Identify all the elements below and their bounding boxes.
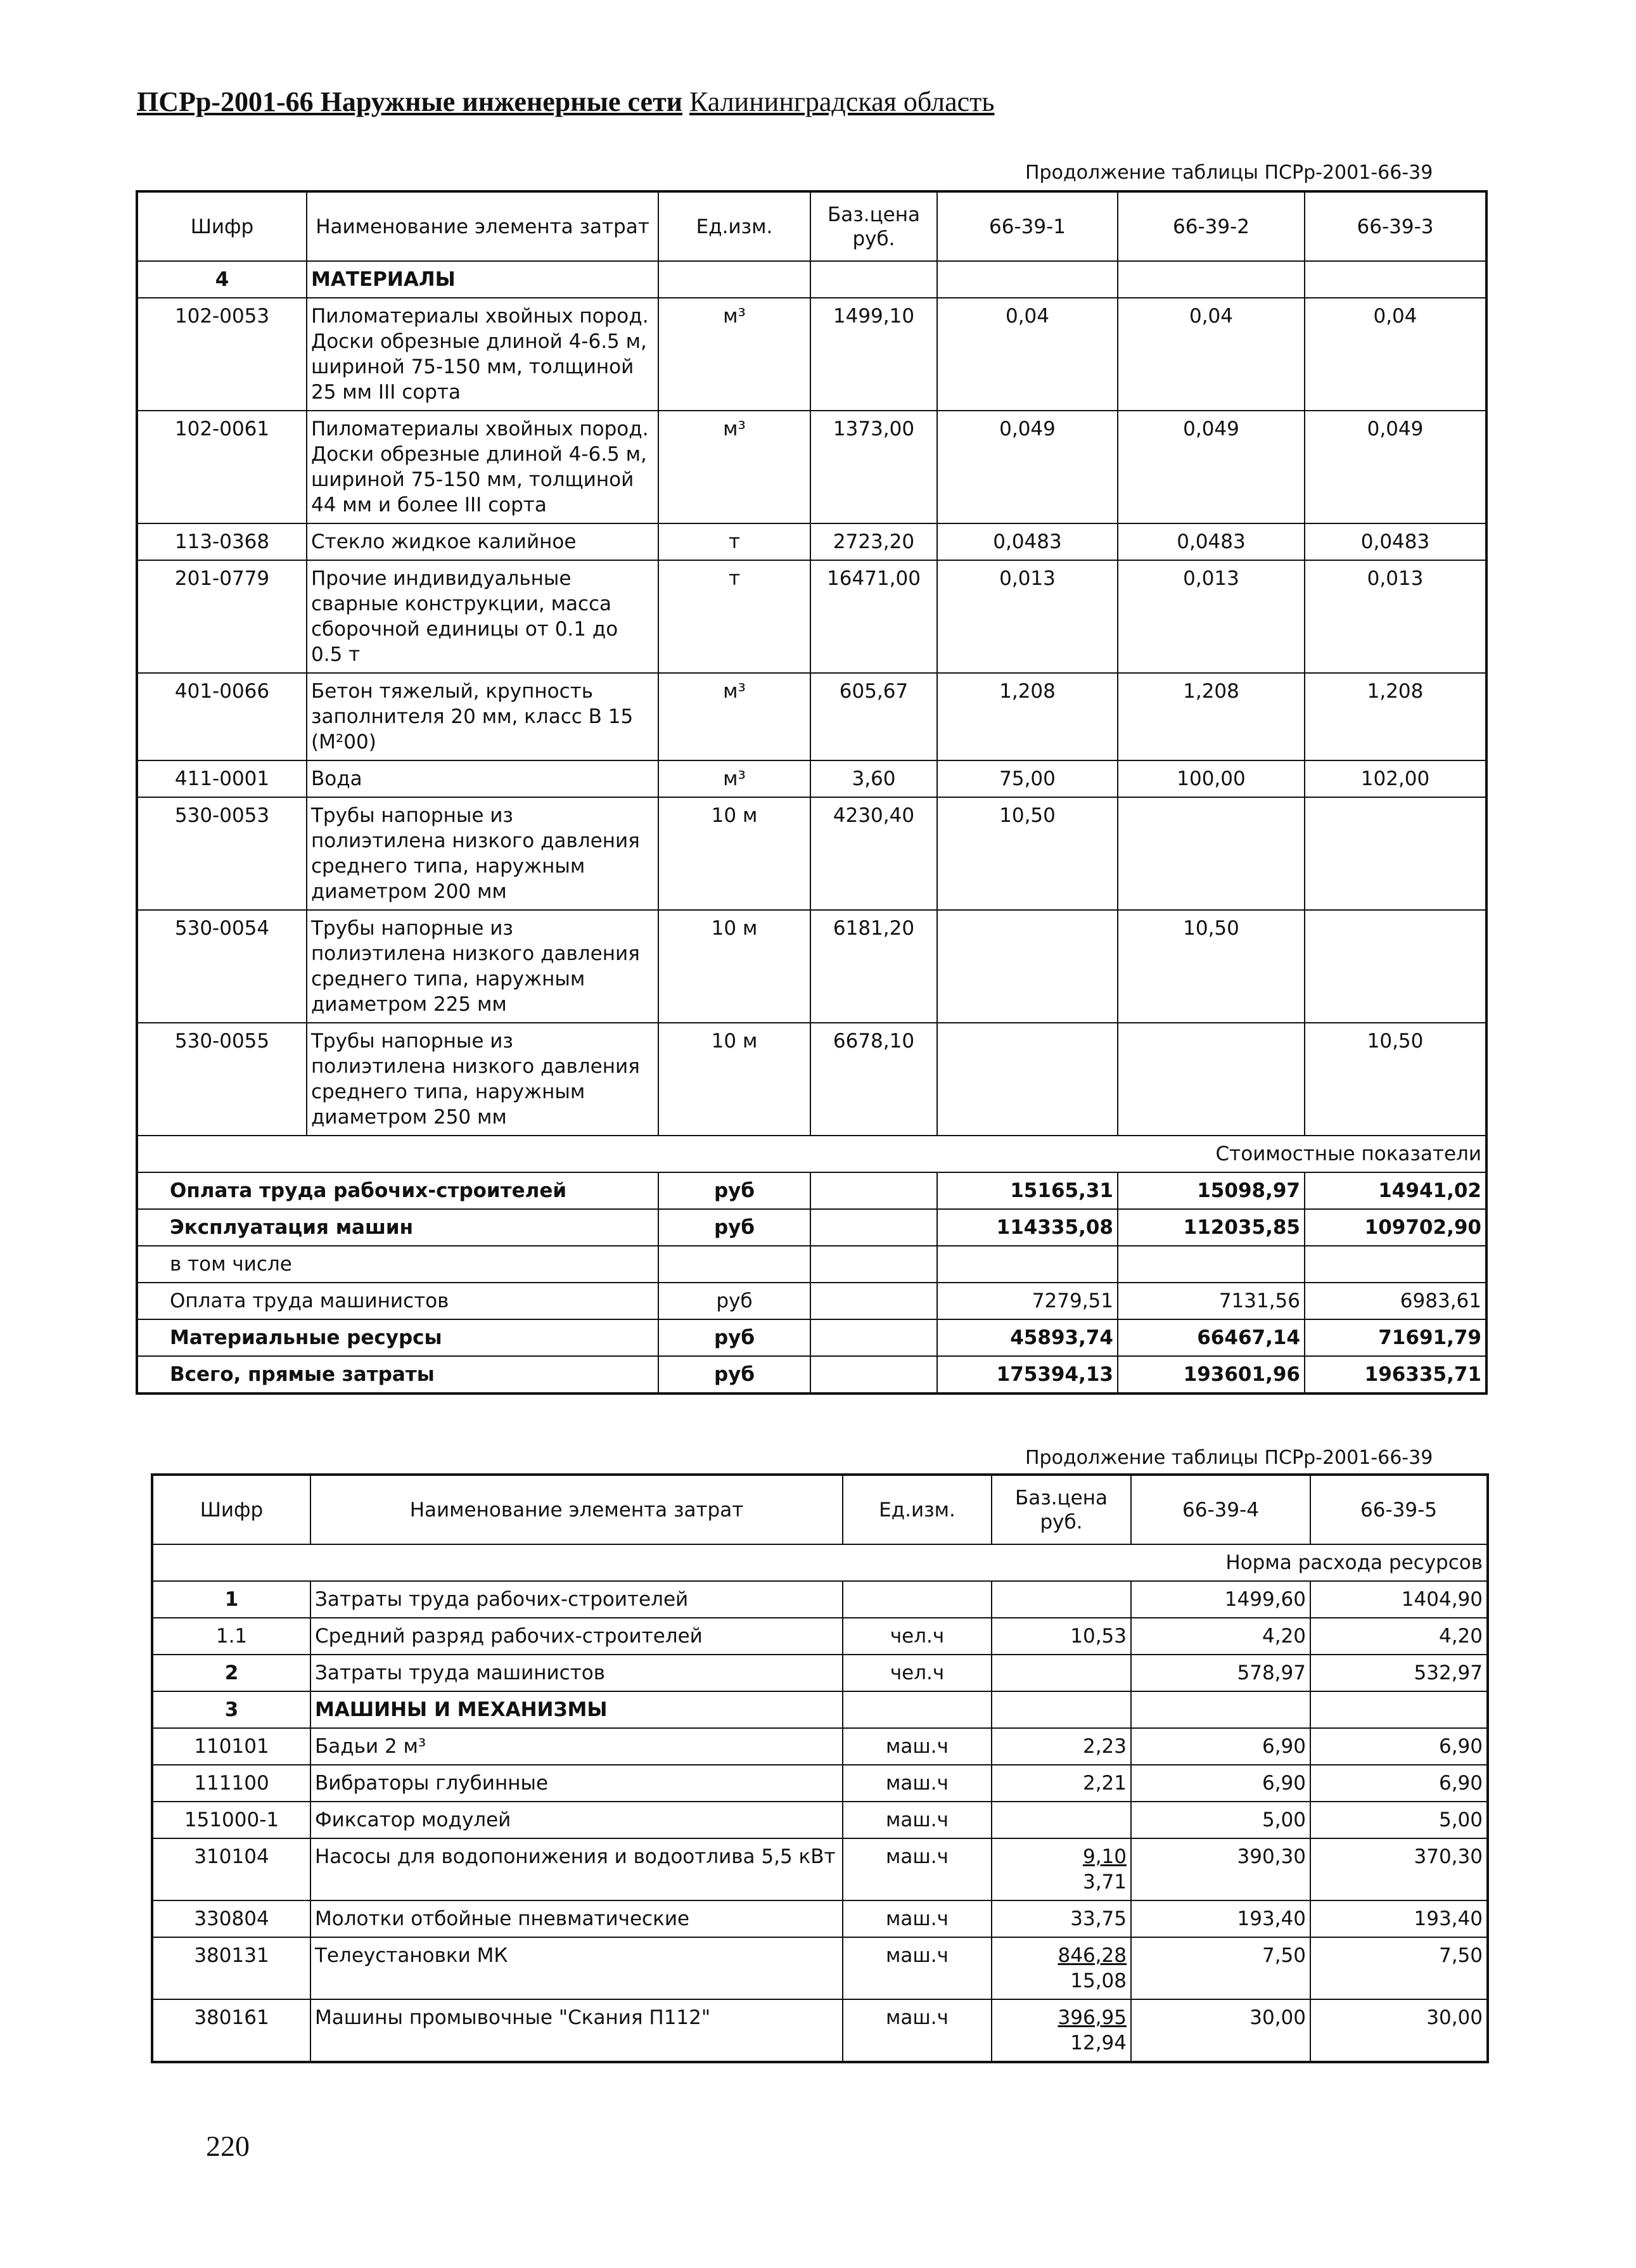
table-row xyxy=(137,760,1486,797)
row-value-66-39-4: 5,00 xyxy=(1131,1802,1310,1838)
row-price-secondary: 15,08 xyxy=(1070,1970,1127,1992)
row-name: Прочие индивидуальные сварные конструкции, масса сборочной единицы от 0.1 до 0.5 т xyxy=(307,560,658,673)
table-row xyxy=(137,1023,1486,1136)
summary-value-66-39-2: 193601,96 xyxy=(1118,1356,1305,1393)
row-value-66-39-3: 0,049 xyxy=(1305,411,1486,523)
row-name: Вода xyxy=(307,760,658,797)
col2-header-66-39-4: 66-39-4 xyxy=(1131,1475,1310,1544)
row-unit: маш.ч xyxy=(843,1728,992,1765)
row-price: 2723,20 xyxy=(810,523,937,560)
row-value-66-39-1: 0,049 xyxy=(937,411,1118,523)
row-code: 113-0368 xyxy=(137,523,307,560)
row-price: 16471,00 xyxy=(810,560,937,673)
row-price: 605,67 xyxy=(810,673,937,760)
row-name: Затраты труда машинистов xyxy=(310,1655,843,1691)
row-value-66-39-1: 1,208 xyxy=(937,673,1118,760)
row-value-66-39-4: 6,90 xyxy=(1131,1728,1310,1765)
row-unit: чел.ч xyxy=(843,1655,992,1691)
row-unit: маш.ч xyxy=(843,1802,992,1838)
row-value-66-39-2: 0,0483 xyxy=(1118,523,1305,560)
row-code: 151000-1 xyxy=(152,1802,310,1838)
row-price-value: 9,10 xyxy=(1082,1845,1127,1868)
table-row xyxy=(137,673,1486,760)
row-value-66-39-4: 7,50 xyxy=(1131,1937,1310,1999)
row-code: 380161 xyxy=(152,1999,310,2062)
summary-value-66-39-3 xyxy=(1305,1246,1486,1283)
table-row xyxy=(137,298,1486,411)
row-code: 201-0779 xyxy=(137,560,307,673)
section-empty xyxy=(992,1691,1131,1728)
table-row xyxy=(152,1581,1488,1618)
row-code: 102-0053 xyxy=(137,298,307,411)
row-value-66-39-3: 1,208 xyxy=(1305,673,1486,760)
row-name: Насосы для водопонижения и водоотлива 5,5 кВт xyxy=(310,1838,843,1900)
row-price xyxy=(992,1838,1131,1900)
row-value-66-39-2: 0,013 xyxy=(1118,560,1305,673)
row-name: Пиломатериалы хвойных пород. Доски обрезные длиной 4-6.5 м, шириной 75-150 мм, толщиной 44 мм и более III сорта xyxy=(307,411,658,523)
table-row xyxy=(152,1655,1488,1691)
row-value-66-39-1 xyxy=(937,1023,1118,1136)
summary-unit: руб xyxy=(658,1319,810,1356)
summary-value-66-39-1: 15165,31 xyxy=(937,1172,1118,1209)
summary-value-66-39-3: 6983,61 xyxy=(1305,1283,1486,1319)
section-name: МАШИНЫ И МЕХАНИЗМЫ xyxy=(310,1691,843,1728)
row-unit: м³ xyxy=(658,760,810,797)
row-code: 1 xyxy=(152,1581,310,1618)
header-doc-code: ПСРр-2001-66 Наружные инженерные сети xyxy=(137,86,683,117)
row-code: 102-0061 xyxy=(137,411,307,523)
summary-unit: руб xyxy=(658,1356,810,1393)
row-value-66-39-3: 0,04 xyxy=(1305,298,1486,411)
row-value-66-39-1: 75,00 xyxy=(937,760,1118,797)
row-unit: м³ xyxy=(658,298,810,411)
materials-table xyxy=(136,190,1488,1395)
row-price-value: 396,95 xyxy=(1058,2006,1127,2029)
row-unit: 10 м xyxy=(658,797,810,910)
row-value-66-39-5: 4,20 xyxy=(1310,1618,1488,1655)
row-value-66-39-1: 0,013 xyxy=(937,560,1118,673)
section-empty xyxy=(843,1691,992,1728)
row-name: Бадьи 2 м³ xyxy=(310,1728,843,1765)
summary-row xyxy=(137,1283,1486,1319)
row-code: 530-0055 xyxy=(137,1023,307,1136)
summary-empty xyxy=(810,1283,937,1319)
row-unit: маш.ч xyxy=(843,1937,992,1999)
col2-header-code: Шифр xyxy=(152,1475,310,1544)
summary-value-66-39-1 xyxy=(937,1246,1118,1283)
row-name: Фиксатор модулей xyxy=(310,1802,843,1838)
cost-banner-row xyxy=(137,1136,1486,1172)
table-row xyxy=(152,1765,1488,1802)
row-name: Трубы напорные из полиэтилена низкого давления среднего типа, наружным диаметром 250 мм xyxy=(307,1023,658,1136)
row-name: Затраты труда рабочих-строителей xyxy=(310,1581,843,1618)
machines-table xyxy=(151,1473,1489,2063)
summary-value-66-39-1: 7279,51 xyxy=(937,1283,1118,1319)
summary-row xyxy=(137,1172,1486,1209)
row-value-66-39-1: 0,04 xyxy=(937,298,1118,411)
table-row xyxy=(137,411,1486,523)
row-value-66-39-2: 1,208 xyxy=(1118,673,1305,760)
table1-continuation-label: Продолжение таблицы ПСРр-2001-66-39 xyxy=(1025,162,1433,184)
row-value-66-39-2 xyxy=(1118,797,1305,910)
summary-label: Эксплуатация машин xyxy=(137,1209,658,1246)
row-value-66-39-5: 193,40 xyxy=(1310,1900,1488,1937)
row-price: 1499,10 xyxy=(810,298,937,411)
row-value-66-39-3 xyxy=(1305,910,1486,1023)
row-price: 4230,40 xyxy=(810,797,937,910)
summary-row xyxy=(137,1246,1486,1283)
row-value-66-39-1 xyxy=(937,910,1118,1023)
row-unit: чел.ч xyxy=(843,1618,992,1655)
col2-header-unit: Ед.изм. xyxy=(843,1475,992,1544)
row-value-66-39-2: 0,04 xyxy=(1118,298,1305,411)
row-price xyxy=(992,1765,1131,1802)
row-value-66-39-5: 1404,90 xyxy=(1310,1581,1488,1618)
row-code: 310104 xyxy=(152,1838,310,1900)
row-value-66-39-3 xyxy=(1305,797,1486,910)
row-code: 380131 xyxy=(152,1937,310,1999)
section-empty xyxy=(1131,1691,1310,1728)
section-row xyxy=(137,261,1486,298)
table-row xyxy=(152,1937,1488,1999)
row-price xyxy=(992,1618,1131,1655)
norm-banner-row xyxy=(152,1544,1488,1581)
col-header-name: Наименование элемента затрат xyxy=(307,191,658,261)
summary-unit: руб xyxy=(658,1172,810,1209)
row-name: Средний разряд рабочих-строителей xyxy=(310,1618,843,1655)
table-row xyxy=(137,797,1486,910)
summary-unit xyxy=(658,1246,810,1283)
section-name: МАТЕРИАЛЫ xyxy=(307,261,658,298)
row-code: 530-0053 xyxy=(137,797,307,910)
summary-label: Оплата труда машинистов xyxy=(137,1283,658,1319)
row-code: 111100 xyxy=(152,1765,310,1802)
row-code: 1.1 xyxy=(152,1618,310,1655)
row-unit: м³ xyxy=(658,411,810,523)
summary-value-66-39-3: 71691,79 xyxy=(1305,1319,1486,1356)
row-value-66-39-5: 30,00 xyxy=(1310,1999,1488,2062)
row-unit: маш.ч xyxy=(843,1765,992,1802)
row-name: Телеустановки МК xyxy=(310,1937,843,1999)
summary-value-66-39-2: 66467,14 xyxy=(1118,1319,1305,1356)
row-value-66-39-1: 10,50 xyxy=(937,797,1118,910)
table-row xyxy=(152,1728,1488,1765)
row-price xyxy=(992,1581,1131,1618)
section-code: 3 xyxy=(152,1691,310,1728)
row-name: Пиломатериалы хвойных пород. Доски обрезные длиной 4-6.5 м, шириной 75-150 мм, толщиной 25 мм III сорта xyxy=(307,298,658,411)
summary-empty xyxy=(810,1356,937,1393)
row-price xyxy=(992,1655,1131,1691)
row-value-66-39-4: 4,20 xyxy=(1131,1618,1310,1655)
row-price xyxy=(992,1802,1131,1838)
row-value-66-39-4: 193,40 xyxy=(1131,1900,1310,1937)
row-name: Вибраторы глубинные xyxy=(310,1765,843,1802)
summary-value-66-39-3: 14941,02 xyxy=(1305,1172,1486,1209)
row-unit: т xyxy=(658,560,810,673)
summary-value-66-39-1: 114335,08 xyxy=(937,1209,1118,1246)
col-header-66-39-2: 66-39-2 xyxy=(1118,191,1305,261)
row-value-66-39-2 xyxy=(1118,1023,1305,1136)
summary-value-66-39-2: 7131,56 xyxy=(1118,1283,1305,1319)
row-value-66-39-2: 10,50 xyxy=(1118,910,1305,1023)
row-value-66-39-3: 102,00 xyxy=(1305,760,1486,797)
row-value-66-39-5: 532,97 xyxy=(1310,1655,1488,1691)
row-value-66-39-2: 0,049 xyxy=(1118,411,1305,523)
col-header-66-39-3: 66-39-3 xyxy=(1305,191,1486,261)
row-value-66-39-4: 578,97 xyxy=(1131,1655,1310,1691)
row-price: 6181,20 xyxy=(810,910,937,1023)
row-name: Машины промывочные "Скания П112" xyxy=(310,1999,843,2062)
row-value-66-39-4: 6,90 xyxy=(1131,1765,1310,1802)
row-unit: маш.ч xyxy=(843,1900,992,1937)
row-value-66-39-4: 1499,60 xyxy=(1131,1581,1310,1618)
table-row xyxy=(152,1838,1488,1900)
summary-value-66-39-2: 15098,97 xyxy=(1118,1172,1305,1209)
row-value-66-39-3: 0,013 xyxy=(1305,560,1486,673)
summary-unit: руб xyxy=(658,1283,810,1319)
row-price: 1373,00 xyxy=(810,411,937,523)
row-price-value: 10,53 xyxy=(1070,1625,1127,1648)
row-value-66-39-3: 10,50 xyxy=(1305,1023,1486,1136)
row-price: 3,60 xyxy=(810,760,937,797)
row-price xyxy=(992,1937,1131,1999)
table-row xyxy=(137,560,1486,673)
summary-label: Оплата труда рабочих-строителей xyxy=(137,1172,658,1209)
summary-label: в том числе xyxy=(137,1246,658,1283)
row-unit: маш.ч xyxy=(843,1838,992,1900)
row-unit xyxy=(843,1581,992,1618)
row-price-value: 2,21 xyxy=(1082,1772,1127,1795)
page-header xyxy=(137,86,994,118)
row-value-66-39-4: 390,30 xyxy=(1131,1838,1310,1900)
table-row xyxy=(152,1802,1488,1838)
col-header-code: Шифр xyxy=(137,191,307,261)
row-value-66-39-3: 0,0483 xyxy=(1305,523,1486,560)
summary-value-66-39-1: 45893,74 xyxy=(937,1319,1118,1356)
row-value-66-39-4: 30,00 xyxy=(1131,1999,1310,2062)
row-value-66-39-2: 100,00 xyxy=(1118,760,1305,797)
row-code: 530-0054 xyxy=(137,910,307,1023)
norm-banner: Норма расхода ресурсов xyxy=(152,1544,1488,1581)
row-price: 6678,10 xyxy=(810,1023,937,1136)
summary-row xyxy=(137,1356,1486,1393)
row-value-66-39-5: 7,50 xyxy=(1310,1937,1488,1999)
row-unit: маш.ч xyxy=(843,1999,992,2062)
row-unit: 10 м xyxy=(658,910,810,1023)
section-row xyxy=(152,1691,1488,1728)
row-price-secondary: 3,71 xyxy=(1082,1871,1127,1893)
row-code: 2 xyxy=(152,1655,310,1691)
summary-value-66-39-2 xyxy=(1118,1246,1305,1283)
summary-unit: руб xyxy=(658,1209,810,1246)
col-header-price: Баз.цена руб. xyxy=(810,191,937,261)
row-price xyxy=(992,1900,1131,1937)
table-row xyxy=(137,910,1486,1023)
row-name: Бетон тяжелый, крупность заполнителя 20 мм, класс В 15 (М²00) xyxy=(307,673,658,760)
row-price-value: 2,23 xyxy=(1082,1735,1127,1758)
row-price-secondary: 12,94 xyxy=(1070,2032,1127,2054)
row-price xyxy=(992,1999,1131,2062)
row-code: 110101 xyxy=(152,1728,310,1765)
summary-row xyxy=(137,1209,1486,1246)
table-row xyxy=(152,1618,1488,1655)
row-name: Трубы напорные из полиэтилена низкого давления среднего типа, наружным диаметром 200 мм xyxy=(307,797,658,910)
table-row xyxy=(152,1999,1488,2062)
summary-empty xyxy=(810,1319,937,1356)
row-value-66-39-5: 6,90 xyxy=(1310,1765,1488,1802)
section-empty xyxy=(1310,1691,1488,1728)
col2-header-price: Баз.цена руб. xyxy=(992,1475,1131,1544)
summary-label: Всего, прямые затраты xyxy=(137,1356,658,1393)
col2-header-name: Наименование элемента затрат xyxy=(310,1475,843,1544)
row-name: Стекло жидкое калийное xyxy=(307,523,658,560)
summary-value-66-39-2: 112035,85 xyxy=(1118,1209,1305,1246)
summary-row xyxy=(137,1319,1486,1356)
section-code: 4 xyxy=(137,261,307,298)
summary-empty xyxy=(810,1172,937,1209)
row-value-66-39-5: 6,90 xyxy=(1310,1728,1488,1765)
col-header-66-39-1: 66-39-1 xyxy=(937,191,1118,261)
row-value-66-39-1: 0,0483 xyxy=(937,523,1118,560)
row-price-value: 846,28 xyxy=(1058,1944,1127,1967)
table2-continuation-label: Продолжение таблицы ПСРр-2001-66-39 xyxy=(1025,1447,1433,1469)
table-row xyxy=(152,1900,1488,1937)
summary-value-66-39-3: 196335,71 xyxy=(1305,1356,1486,1393)
summary-label: Материальные ресурсы xyxy=(137,1319,658,1356)
table-row xyxy=(137,523,1486,560)
header-region: Калининградская область xyxy=(689,86,995,117)
row-unit: 10 м xyxy=(658,1023,810,1136)
cost-banner: Стоимостные показатели xyxy=(137,1136,1486,1172)
row-name: Молотки отбойные пневматические xyxy=(310,1900,843,1937)
summary-empty xyxy=(810,1246,937,1283)
row-price xyxy=(992,1728,1131,1765)
row-value-66-39-5: 370,30 xyxy=(1310,1838,1488,1900)
row-price-value: 33,75 xyxy=(1070,1907,1127,1930)
row-value-66-39-5: 5,00 xyxy=(1310,1802,1488,1838)
summary-value-66-39-3: 109702,90 xyxy=(1305,1209,1486,1246)
summary-value-66-39-1: 175394,13 xyxy=(937,1356,1118,1393)
row-code: 411-0001 xyxy=(137,760,307,797)
col2-header-66-39-5: 66-39-5 xyxy=(1310,1475,1488,1544)
summary-empty xyxy=(810,1209,937,1246)
col-header-unit: Ед.изм. xyxy=(658,191,810,261)
row-code: 330804 xyxy=(152,1900,310,1937)
page-number: 220 xyxy=(206,2130,250,2162)
row-code: 401-0066 xyxy=(137,673,307,760)
row-unit: т xyxy=(658,523,810,560)
row-name: Трубы напорные из полиэтилена низкого давления среднего типа, наружным диаметром 225 мм xyxy=(307,910,658,1023)
row-unit: м³ xyxy=(658,673,810,760)
